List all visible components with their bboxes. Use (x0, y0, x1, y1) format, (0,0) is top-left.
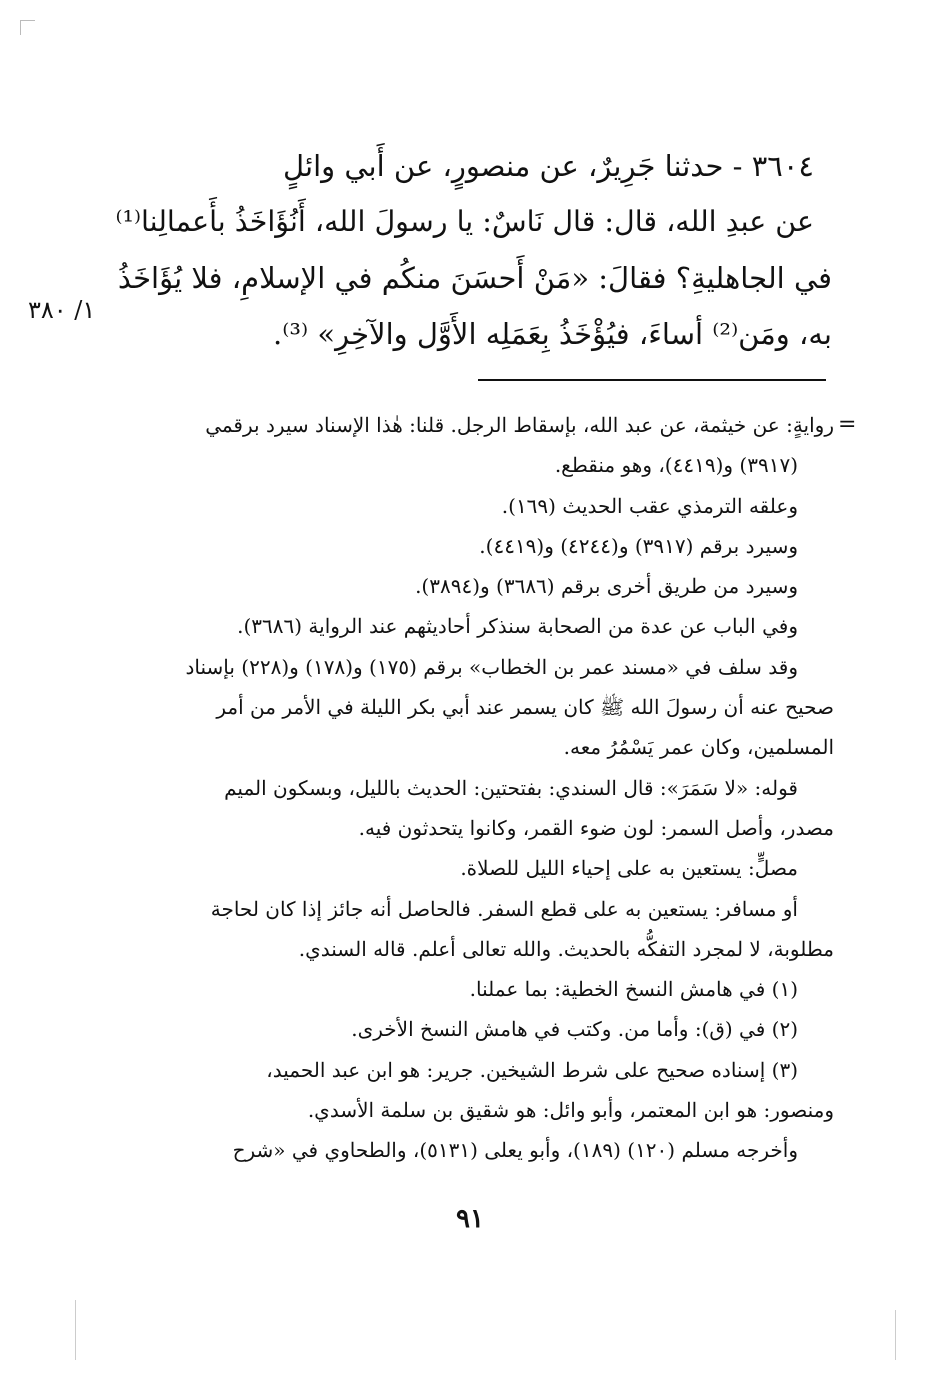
page-number: ٩١ (456, 1204, 484, 1234)
footnote-line: (١) في هامش النسخ الخطية: بما عملنا. (469, 977, 798, 1002)
footnote-line: مصدر، وأصل السمر: لون ضوء القمر، وكانوا يتحدثون فيه. (358, 815, 834, 840)
footnote-line: (٣) إسناده صحيح على شرط الشيخين. جرير: هو ابن عبد الحميد، (266, 1057, 798, 1082)
footnote-line: مصلٍّ: يستعين به على إحياء الليل للصلاة. (460, 856, 798, 881)
footnote-line: وأخرجه مسلم (١٢٠) (١٨٩)، وأبو يعلى (٥١٣١)، والطحاوي في «شرح (232, 1138, 798, 1163)
footnote-separator (478, 379, 826, 381)
hadith-line: به، ومَن⁽²⁾ أساءَ، فيُؤْخَذُ بِعَمَلِه الأَوَّل والآخِرِ» ⁽³⁾. (273, 317, 832, 351)
crop-mark (20, 20, 35, 35)
footnote-line: روايةٍ: عن خيثمة، عن عبد الله، بإسقاط الرجل. قلنا: هٰذا الإسناد سيرد برقمي (205, 413, 834, 437)
hadith-line: ٣٦٠٤ - حدثنا جَرِيرٌ، عن منصورٍ، عن أَبي وائلٍ (283, 149, 814, 183)
footnote-line: وسيرد برقم (٣٩١٧) و(٤٢٤٤) و(٤٤١٩). (479, 533, 798, 558)
footnote-line: المسلمين، وكان عمر يَسْمُرُ معه. (563, 735, 834, 760)
footnote-line: وعلقه الترمذي عقب الحديث (١٦٩). (501, 493, 798, 518)
continuation-mark: = (838, 412, 857, 437)
footnote-line: (٢) في (ق): وأما من. وكتب في هامش النسخ الأخرى. (351, 1017, 798, 1042)
footnote-line: وسيرد من طريق أخرى برقم (٣٦٨٦) و(٣٨٩٤). (415, 574, 798, 599)
footnote-line: مطلوبة، لا لمجرد التفكُّه بالحديث. والله تعالى أعلم. قاله السندي. (298, 936, 834, 961)
footnote-line: قوله: «لا سَمَرَ»: قال السندي: بفتحتين: الحديث بالليل، وبسكون الميم (224, 775, 798, 800)
footnote-line: (٣٩١٧) و(٤٤١٩)، وهو منقطع. (554, 453, 798, 478)
footnote-line: ومنصور: هو ابن المعتمر، وأبو وائل: هو شقيق بن سلمة الأسدي. (307, 1098, 834, 1123)
footnote-line: صحيح عنه أن رسولَ الله ﷺ كان يسمر عند أبي بكر الليلة في الأمر من أمر (216, 695, 834, 720)
scan-edge-mark (895, 1310, 896, 1360)
footnotes (112, 405, 834, 1171)
hadith-text (112, 138, 832, 362)
footnote-line: أو مسافر: يستعين به على قطع السفر. فالحاصل أنه جائز إذا كان لحاجة (210, 896, 798, 921)
scan-edge-mark (75, 1300, 76, 1360)
margin-reference: ١/ ٣٨٠ (28, 296, 96, 324)
hadith-line: عن عبدِ الله، قال: قال نَاسٌ: يا رسولَ الله، أَنُؤَاخَذُ بأَعمالِنا⁽¹⁾ (115, 205, 814, 238)
footnote-line: وقد سلف في «مسند عمر بن الخطاب» برقم (١٧٥) و(١٧٨) و(٢٢٨) بإسناد (185, 654, 798, 679)
hadith-line: في الجاهليةِ؟ فقالَ: «مَنْ أَحسَنَ منكُم في الإسلامِ، فلا يُؤَاخَذُ (117, 261, 832, 295)
footnote-line: وفي الباب عن عدة من الصحابة سنذكر أحاديثهم عند الرواية (٣٦٨٦). (237, 614, 798, 639)
